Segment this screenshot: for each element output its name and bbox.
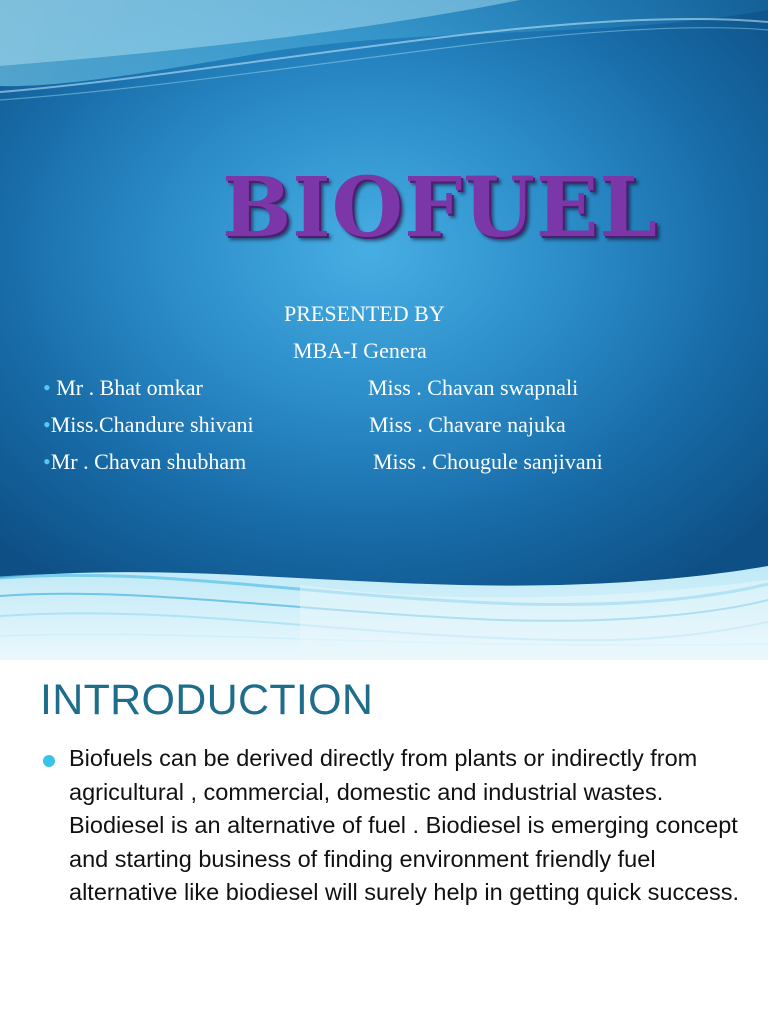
introduction-slide [0,660,768,1024]
member-right-3 [373,448,603,476]
bullet-icon: • [43,412,51,437]
member-left-1 [43,374,203,402]
introduction-text: Biofuels can be derived directly from plants or indirectly from agricultural , commercial, domestic and industrial wastes. Biodiesel is an alternative of fuel . Biodiesel is emerging concept and starting business of finding environment friendly fuel alternative like biodiesel will surely help in getting quick success. [69,745,740,905]
member-name: Mr . Chavan shubham [50,449,247,474]
member-left-2 [43,411,254,439]
introduction-heading: INTRODUCTION [40,676,374,724]
group-name: MBA-I Genera [293,338,427,363]
member-name: Miss.Chandure shivani [50,412,254,437]
member-name: Miss . Chavare najuka [369,412,566,437]
presented-by-label: PRESENTED BY [284,301,445,326]
bullet-icon: • [43,375,51,400]
member-right-2 [369,411,566,439]
member-right-1 [368,374,578,402]
member-name: Miss . Chavan swapnali [368,375,579,400]
member-name: Mr . Bhat omkar [50,375,203,400]
slide-title: BIOFUEL [222,160,658,256]
bullet-icon: • [43,449,51,474]
bullet-dot-icon [43,755,55,767]
member-name: Miss . Chougule sanjivani [373,449,603,474]
member-left-3 [43,448,246,476]
